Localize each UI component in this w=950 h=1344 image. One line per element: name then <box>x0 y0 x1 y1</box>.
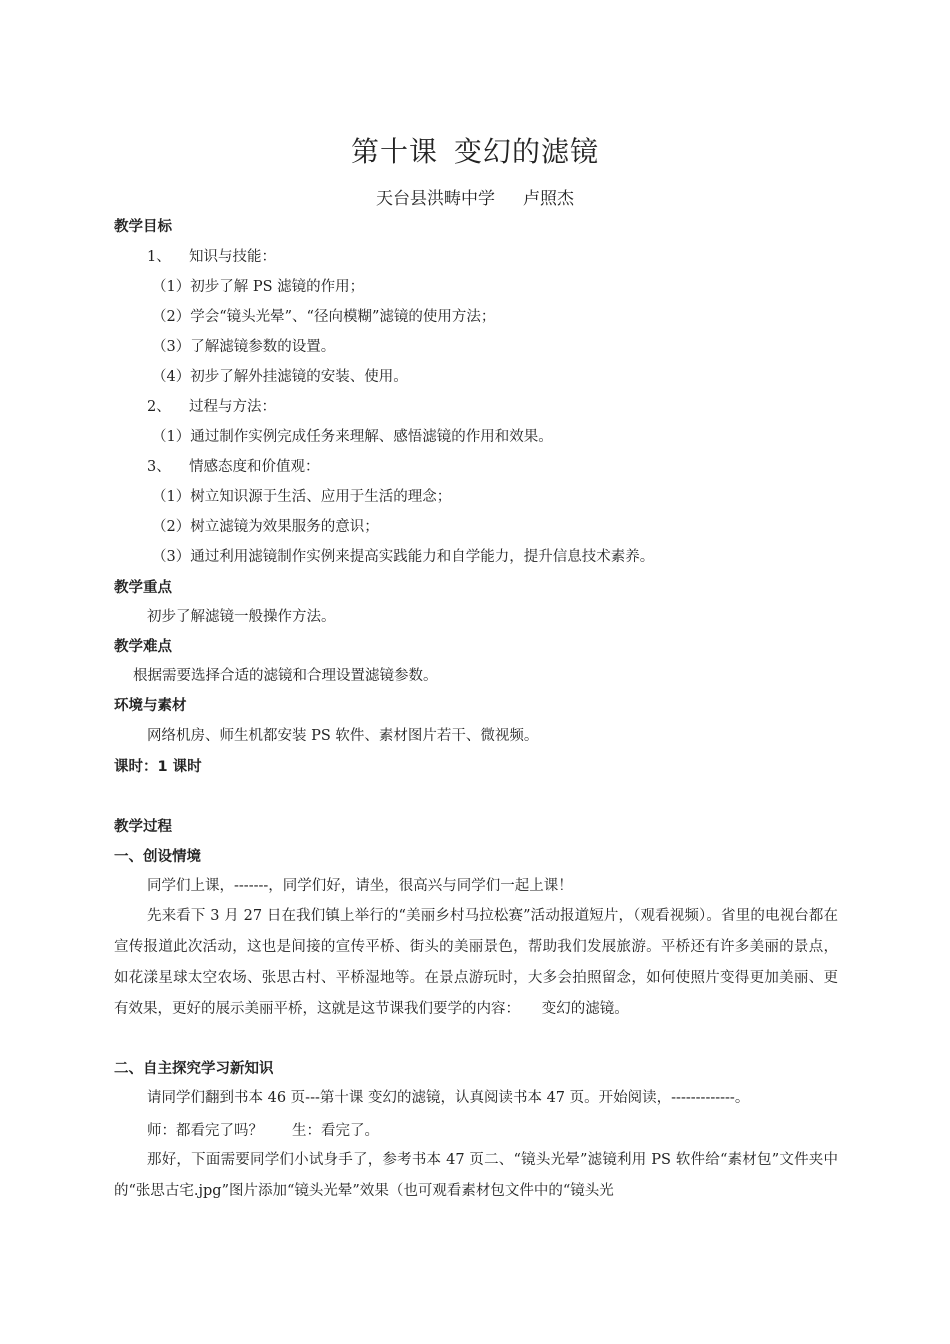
key-points-heading: 教学重点 <box>114 580 172 596</box>
objective-1-item: （3）了解滤镜参数的设置。 <box>152 339 336 355</box>
objective-1-item: （4）初步了解外挂滤镜的安装、使用。 <box>152 369 408 385</box>
objective-3-item: （2）树立滤镜为效果服务的意识； <box>152 519 379 535</box>
objective-1-label: 知识与技能： <box>189 249 276 265</box>
part-1-paragraph: 先来看下 3 月 27 日在我们镇上举行的“美丽乡村马拉松赛”活动报道短片，（观看视频）。省里的电视台都在宣传报道此次活动，这也是间接的宣传平桥、街头的美丽景色，帮助我们发展旅游。平桥还有许多美丽的景点，如花漾星球太空农场、张思古村、平桥湿地等。在景点游玩时，大多会拍照留念，如何使照片变得更加美丽、更有效果，更好的展示美丽平桥，这就是这节课我们要学的内容： 变幻的滤镜。 <box>114 908 838 1017</box>
author-name: 卢照杰 <box>523 189 574 209</box>
class-hours: 课时：1 课时 <box>114 759 202 775</box>
part-2-reading: 请同学们翻到书本 46 页---第十课 变幻的滤镜，认真阅读书本 47 页。开始阅读，-------------。 <box>147 1090 750 1106</box>
objective-3 <box>147 457 877 477</box>
document-title <box>0 130 950 170</box>
objectives-heading: 教学目标 <box>114 219 172 235</box>
objective-2-item: （1）通过制作实例完成任务来理解、感悟滤镜的作用和效果。 <box>152 429 553 445</box>
objective-3-number: 3、 <box>147 459 171 475</box>
author-line <box>0 184 950 209</box>
process-heading: 教学过程 <box>114 819 172 835</box>
objective-1-item: （2）学会“镜头光晕”、“径向模糊”滤镜的使用方法； <box>152 309 496 325</box>
objective-2-label: 过程与方法： <box>189 399 276 415</box>
environment-heading: 环境与素材 <box>114 698 187 714</box>
difficulty-heading: 教学难点 <box>114 639 172 655</box>
objective-3-label: 情感态度和价值观： <box>189 459 320 475</box>
environment-text: 网络机房、师生机都安装 PS 软件、素材图片若干、微视频。 <box>147 728 539 744</box>
title-topic: 变幻的滤镜 <box>454 135 600 168</box>
title-lesson: 第十课 <box>350 135 438 168</box>
objective-2 <box>147 397 877 417</box>
part-1-greeting: 同学们上课，-------，同学们好，请坐，很高兴与同学们一起上课！ <box>147 878 573 894</box>
objective-3-item: （3）通过利用滤镜制作实例来提高实践能力和自学能力，提升信息技术素养。 <box>152 549 655 565</box>
part-1-heading: 一、创设情境 <box>114 849 201 865</box>
part-2-task-paragraph: 那好，下面需要同学们小试身手了，参考书本 47 页二、“镜头光晕”滤镜利用 PS 软件给“素材包”文件夹中的“张思古宅.jpg”图片添加“镜头光晕”效果（也可观看素材包文件中的“镜头光 <box>114 1152 838 1199</box>
objective-1-number: 1、 <box>147 249 171 265</box>
difficulty-text: 根据需要选择合适的滤镜和合理设置滤镜参数。 <box>133 668 438 684</box>
objective-2-number: 2、 <box>147 399 171 415</box>
author-school: 天台县洪畴中学 <box>376 189 495 209</box>
objective-1-item: （1）初步了解 PS 滤镜的作用； <box>152 279 365 295</box>
objective-3-item: （1）树立知识源于生活、应用于生活的理念； <box>152 489 452 505</box>
part-2-dialogue: 师：都看完了吗？ 生：看完了。 <box>147 1123 379 1139</box>
part-2-heading: 二、自主探究学习新知识 <box>114 1061 274 1077</box>
key-points-text: 初步了解滤镜一般操作方法。 <box>147 609 336 625</box>
objective-1 <box>147 247 877 267</box>
